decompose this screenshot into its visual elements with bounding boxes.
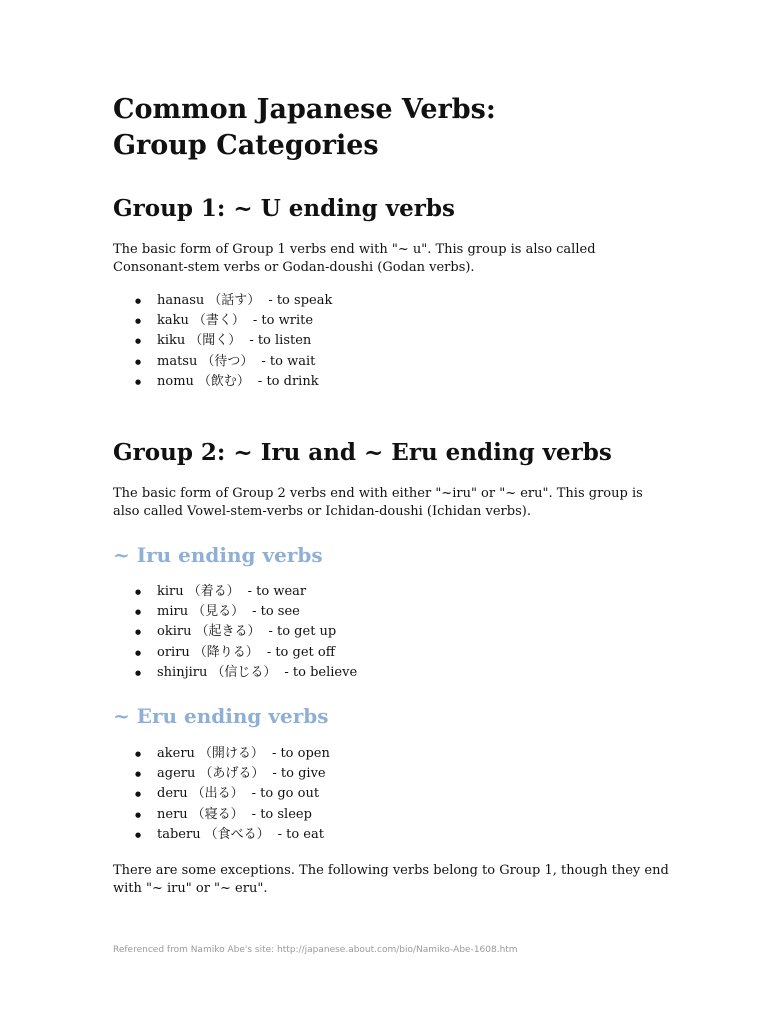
verb-meaning: - to eat: [277, 826, 324, 842]
verb-kana: （起きる）: [195, 624, 261, 640]
verb-romaji: kaku: [157, 313, 189, 329]
exceptions-note: There are some exceptions. The following verbs belong to Group 1, though they end with "~ iru" or "~ eru".: [113, 863, 669, 897]
verb-meaning: - to see: [252, 604, 300, 620]
title-line-1: Common Japanese Verbs:: [113, 94, 496, 125]
list-item: [113, 643, 673, 663]
verb-kana: （飲む）: [197, 373, 250, 389]
verb-kana: （降りる）: [193, 644, 259, 660]
verb-romaji: nomu: [157, 373, 194, 389]
verb-romaji: taberu: [157, 826, 201, 842]
group2-description: The basic form of Group 2 verbs end with either "~iru" or "~ eru". This group is also called Vowel-stem-verbs or Ichidan-doushi (Ichidan verbs).: [113, 486, 643, 520]
group2-heading: Group 2: ~ Iru and ~ Eru ending verbs: [113, 439, 612, 467]
verb-meaning: - to speak: [268, 293, 333, 308]
page-title: [113, 92, 673, 164]
verb-meaning: - to sleep: [251, 806, 312, 822]
verb-romaji: kiku: [157, 333, 186, 349]
verb-meaning: - to wait: [261, 353, 316, 369]
list-item: [113, 663, 673, 683]
document-page: [113, 92, 673, 898]
reference-footer: Referenced from Namiko Abe's site: http://japanese.about.com/bio/Namiko-Abe-1608.htm: [113, 945, 518, 955]
verb-kana: （書く）: [192, 313, 245, 329]
list-item: [113, 784, 673, 804]
verb-romaji: deru: [157, 786, 188, 802]
verb-meaning: - to get off: [266, 644, 335, 660]
verb-meaning: - to go out: [251, 786, 320, 802]
title-line-2: Group Categories: [113, 130, 379, 161]
verb-romaji: akeru: [157, 746, 195, 762]
verb-meaning: - to write: [252, 313, 314, 329]
verb-romaji: miru: [157, 604, 189, 620]
list-item: [113, 352, 673, 372]
list-item: [113, 744, 673, 764]
group1-heading: Group 1: ~ U ending verbs: [113, 195, 455, 222]
verb-romaji: oriru: [157, 644, 190, 660]
list-item: [113, 805, 673, 825]
verb-kana: （聞く）: [189, 333, 242, 349]
verb-kana: （着る）: [187, 584, 240, 600]
verb-meaning: - to wear: [247, 584, 307, 600]
verb-kana: （寝る）: [191, 806, 244, 822]
verb-meaning: - to drink: [257, 373, 319, 389]
verb-kana: （出る）: [191, 786, 244, 802]
verb-kana: （食べる）: [204, 826, 270, 842]
list-item: [113, 582, 673, 602]
iru-verb-list: [113, 582, 673, 683]
verb-romaji: ageru: [157, 766, 196, 782]
verb-meaning: - to listen: [249, 333, 312, 349]
iru-subheading: ~ Iru ending verbs: [113, 543, 323, 568]
verb-meaning: - to give: [272, 766, 326, 782]
group1-verb-list: [113, 291, 673, 392]
verb-kana: （待つ）: [201, 353, 254, 369]
list-item: [113, 622, 673, 642]
eru-verb-list: [113, 744, 673, 845]
list-item: [113, 311, 673, 331]
verb-meaning: - to get up: [268, 624, 337, 640]
list-item: [113, 764, 673, 784]
verb-kana: （見る）: [192, 604, 245, 620]
verb-meaning: - to believe: [284, 664, 358, 680]
verb-kana: （あげる）: [199, 766, 265, 782]
verb-romaji: hanasu: [157, 293, 205, 308]
list-item: [113, 602, 673, 622]
list-item: [113, 825, 673, 845]
list-item: [113, 331, 673, 351]
list-item: [113, 291, 673, 311]
list-item: [113, 372, 673, 392]
verb-romaji: matsu: [157, 353, 198, 369]
verb-romaji: kiru: [157, 584, 184, 600]
eru-subheading: ~ Eru ending verbs: [113, 704, 329, 729]
verb-romaji: okiru: [157, 624, 192, 640]
verb-kana: （開ける）: [198, 746, 264, 762]
verb-kana: （話す）: [208, 293, 261, 308]
verb-meaning: - to open: [271, 746, 330, 762]
verb-kana: （信じる）: [211, 664, 277, 680]
verb-romaji: neru: [157, 806, 188, 822]
group1-description: The basic form of Group 1 verbs end with "~ u". This group is also called Consonant-stem verbs or Godan-doushi (Godan verbs).: [113, 242, 596, 275]
verb-romaji: shinjiru: [157, 664, 208, 680]
